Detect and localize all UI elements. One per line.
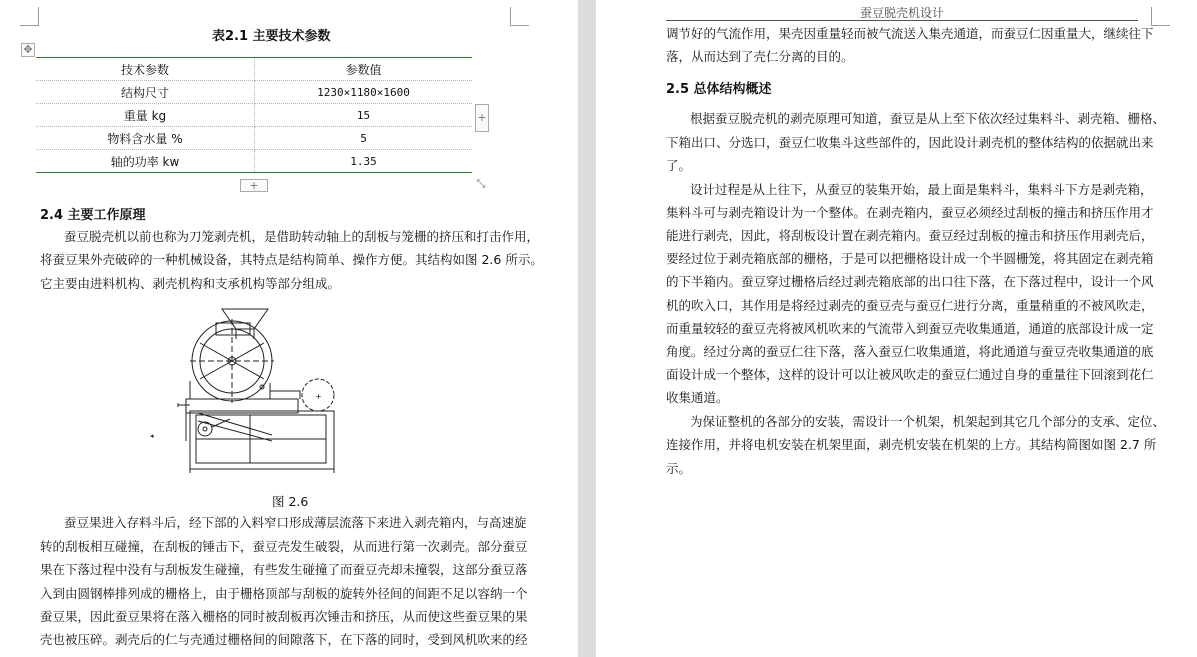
add-row-icon[interactable]: + (240, 179, 268, 192)
table-cell[interactable]: 1.35 (255, 150, 473, 173)
paragraph-line: 入到由圆钢棒排列成的栅格上，由于栅格顶部与刮板的旋转外径间的间距不足以容纳一个 (40, 586, 528, 601)
paragraph-line: 而重量较轻的蚕豆壳将被风机吹来的气流带入到蚕豆壳收集通道，通道的底部设计成一定 (666, 321, 1154, 336)
table-cell[interactable]: 5 (255, 127, 473, 150)
paragraph-line: 了。 (666, 158, 692, 173)
paragraph-line: 转的刮板相互碰撞，在刮板的锤击下，蚕豆壳发生破裂，从而进行第一次剥壳。部分蚕豆 (40, 539, 528, 554)
paragraph-line: 为保证整机的各部分的安装，需设计一个机架，机架起到其它几个部分的支承、定位、 (690, 414, 1166, 429)
paragraph-line: 壳也被压碎。剥壳后的仁与壳通过栅格间的间隙落下，在下落的同时，受到风机吹来的经 (40, 632, 528, 647)
add-column-icon[interactable]: + (475, 104, 489, 132)
crop-mark-top-left (20, 7, 39, 26)
paragraph-line: 根据蚕豆脱壳机的剥壳原理可知道，蚕豆是从上至下依次经过集料斗、剥壳箱、栅格、 (690, 111, 1166, 126)
table-cell[interactable]: 15 (255, 104, 473, 127)
table-header-cell[interactable]: 参数值 (255, 58, 473, 81)
paragraph-line: 调节好的气流作用，果壳因重量轻而被气流送入集壳通道，而蚕豆仁因重量大，继续往下 (666, 26, 1154, 41)
paragraph-line: 机的吹入口，其作用是将经过剥壳的蚕豆壳与蚕豆仁进行分离，重量稍重的不被风吹走， (666, 298, 1154, 313)
section-heading: 2.5 总体结构概述 (666, 82, 772, 97)
paragraph-line: 将蚕豆果外壳破碎的一种机械设备，其特点是结构简单、操作方便。其结构如图 2.6 所示。 (40, 252, 543, 267)
table-header-row (36, 58, 472, 81)
crop-mark-top-right (510, 7, 529, 26)
paragraph-line: 设计过程是从上往下，从蚕豆的装集开始，最上面是集料斗，集料斗下方是剥壳箱， (690, 182, 1153, 197)
paragraph-line: 下箱出口、分选口，蚕豆仁收集斗这些部件的，因此设计剥壳机的整体结构的依据就出来 (666, 135, 1154, 150)
paragraph-line: 示。 (666, 461, 692, 476)
paragraph-line: 蚕豆果进入存料斗后，经下部的入料窄口形成薄层流落下来进入剥壳箱内，与高速旋 (64, 515, 527, 530)
paragraph-line: 面设计成一个整体，这样的设计可以让被风吹走的蚕豆仁通过自身的重量往下回滚到花仁 (666, 367, 1154, 382)
figure-caption: 图 2.6 (272, 494, 309, 509)
paragraph-line: 的下半箱内。蚕豆穿过栅格后经过剥壳箱底部的出口往下落，在下落过程中，设计一个风 (666, 274, 1154, 289)
paragraph-line: 它主要由进料机构、剥壳机构和支承机构等部分组成。 (40, 276, 341, 291)
table-cell[interactable]: 重量 kg (36, 104, 255, 127)
table-row (36, 150, 472, 173)
technical-parameters-table (36, 57, 472, 173)
crop-mark-top-right (1151, 7, 1170, 26)
table-header-cell[interactable]: 技术参数 (36, 58, 255, 81)
paragraph-line: 能进行剥壳，因此，将刮板设计置在剥壳箱内。蚕豆经过刮板的撞击和挤压作用剥壳后， (666, 228, 1154, 243)
paragraph-line: 要经过位于剥壳箱底部的栅格，于是可以把栅格设计成一个半圆栅笼，将其固定在剥壳箱 (666, 251, 1154, 266)
paragraph-line: 落，从而达到了壳仁分离的目的。 (666, 49, 854, 64)
page-header: 蚕豆脱壳机设计 (859, 6, 944, 20)
table-row (36, 127, 472, 150)
svg-text:◂: ◂ (150, 432, 154, 440)
document-page-left (0, 0, 578, 657)
table-cell[interactable]: 结构尺寸 (36, 81, 255, 104)
paragraph-line: 果在下落过程中没有与刮板发生碰撞，有些发生碰撞了而蚕豆壳却未撞裂，这部分蚕豆落 (40, 562, 528, 577)
table-cell[interactable]: 物料含水量 % (36, 127, 255, 150)
table-resize-icon[interactable]: ⤡ (476, 177, 486, 190)
table-cell[interactable]: 1230×1180×1600 (255, 81, 473, 104)
paragraph-line: 集料斗可与剥壳箱设计为一个整体。在剥壳箱内，蚕豆必须经过刮板的撞击和挤压作用才 (666, 205, 1154, 220)
paragraph-line: 蚕豆果，因此蚕豆果将在落入栅格的同时被刮板再次锤击和挤压，从而使这些蚕豆果的果 (40, 609, 528, 624)
page-gutter (578, 0, 596, 657)
table-row (36, 104, 472, 127)
table-caption: 表2.1 主要技术参数 (212, 29, 331, 44)
document-page-right (596, 0, 1197, 657)
paragraph-line: 蚕豆脱壳机以前也称为刀笼剥壳机，是借助转动轴上的刮板与笼栅的挤压和打击作用， (64, 229, 540, 244)
table-cell[interactable]: 轴的功率 kw (36, 150, 255, 173)
paragraph-line: 收集通道。 (666, 390, 729, 405)
paragraph-line: 连接作用，并将电机安装在机架里面，剥壳机安装在机架的上方。其结构简图如图 2.7 所 (666, 437, 1157, 452)
table-move-handle-icon[interactable]: ✥ (21, 43, 35, 57)
machine-structure-figure (150, 303, 340, 473)
table-row (36, 81, 472, 104)
paragraph-line: 角度。经过分离的蚕豆仁往下落，落入蚕豆仁收集通道，将此通道与蚕豆壳收集通道的底 (666, 344, 1154, 359)
svg-text:+: + (315, 392, 322, 401)
section-heading: 2.4 主要工作原理 (40, 208, 146, 223)
